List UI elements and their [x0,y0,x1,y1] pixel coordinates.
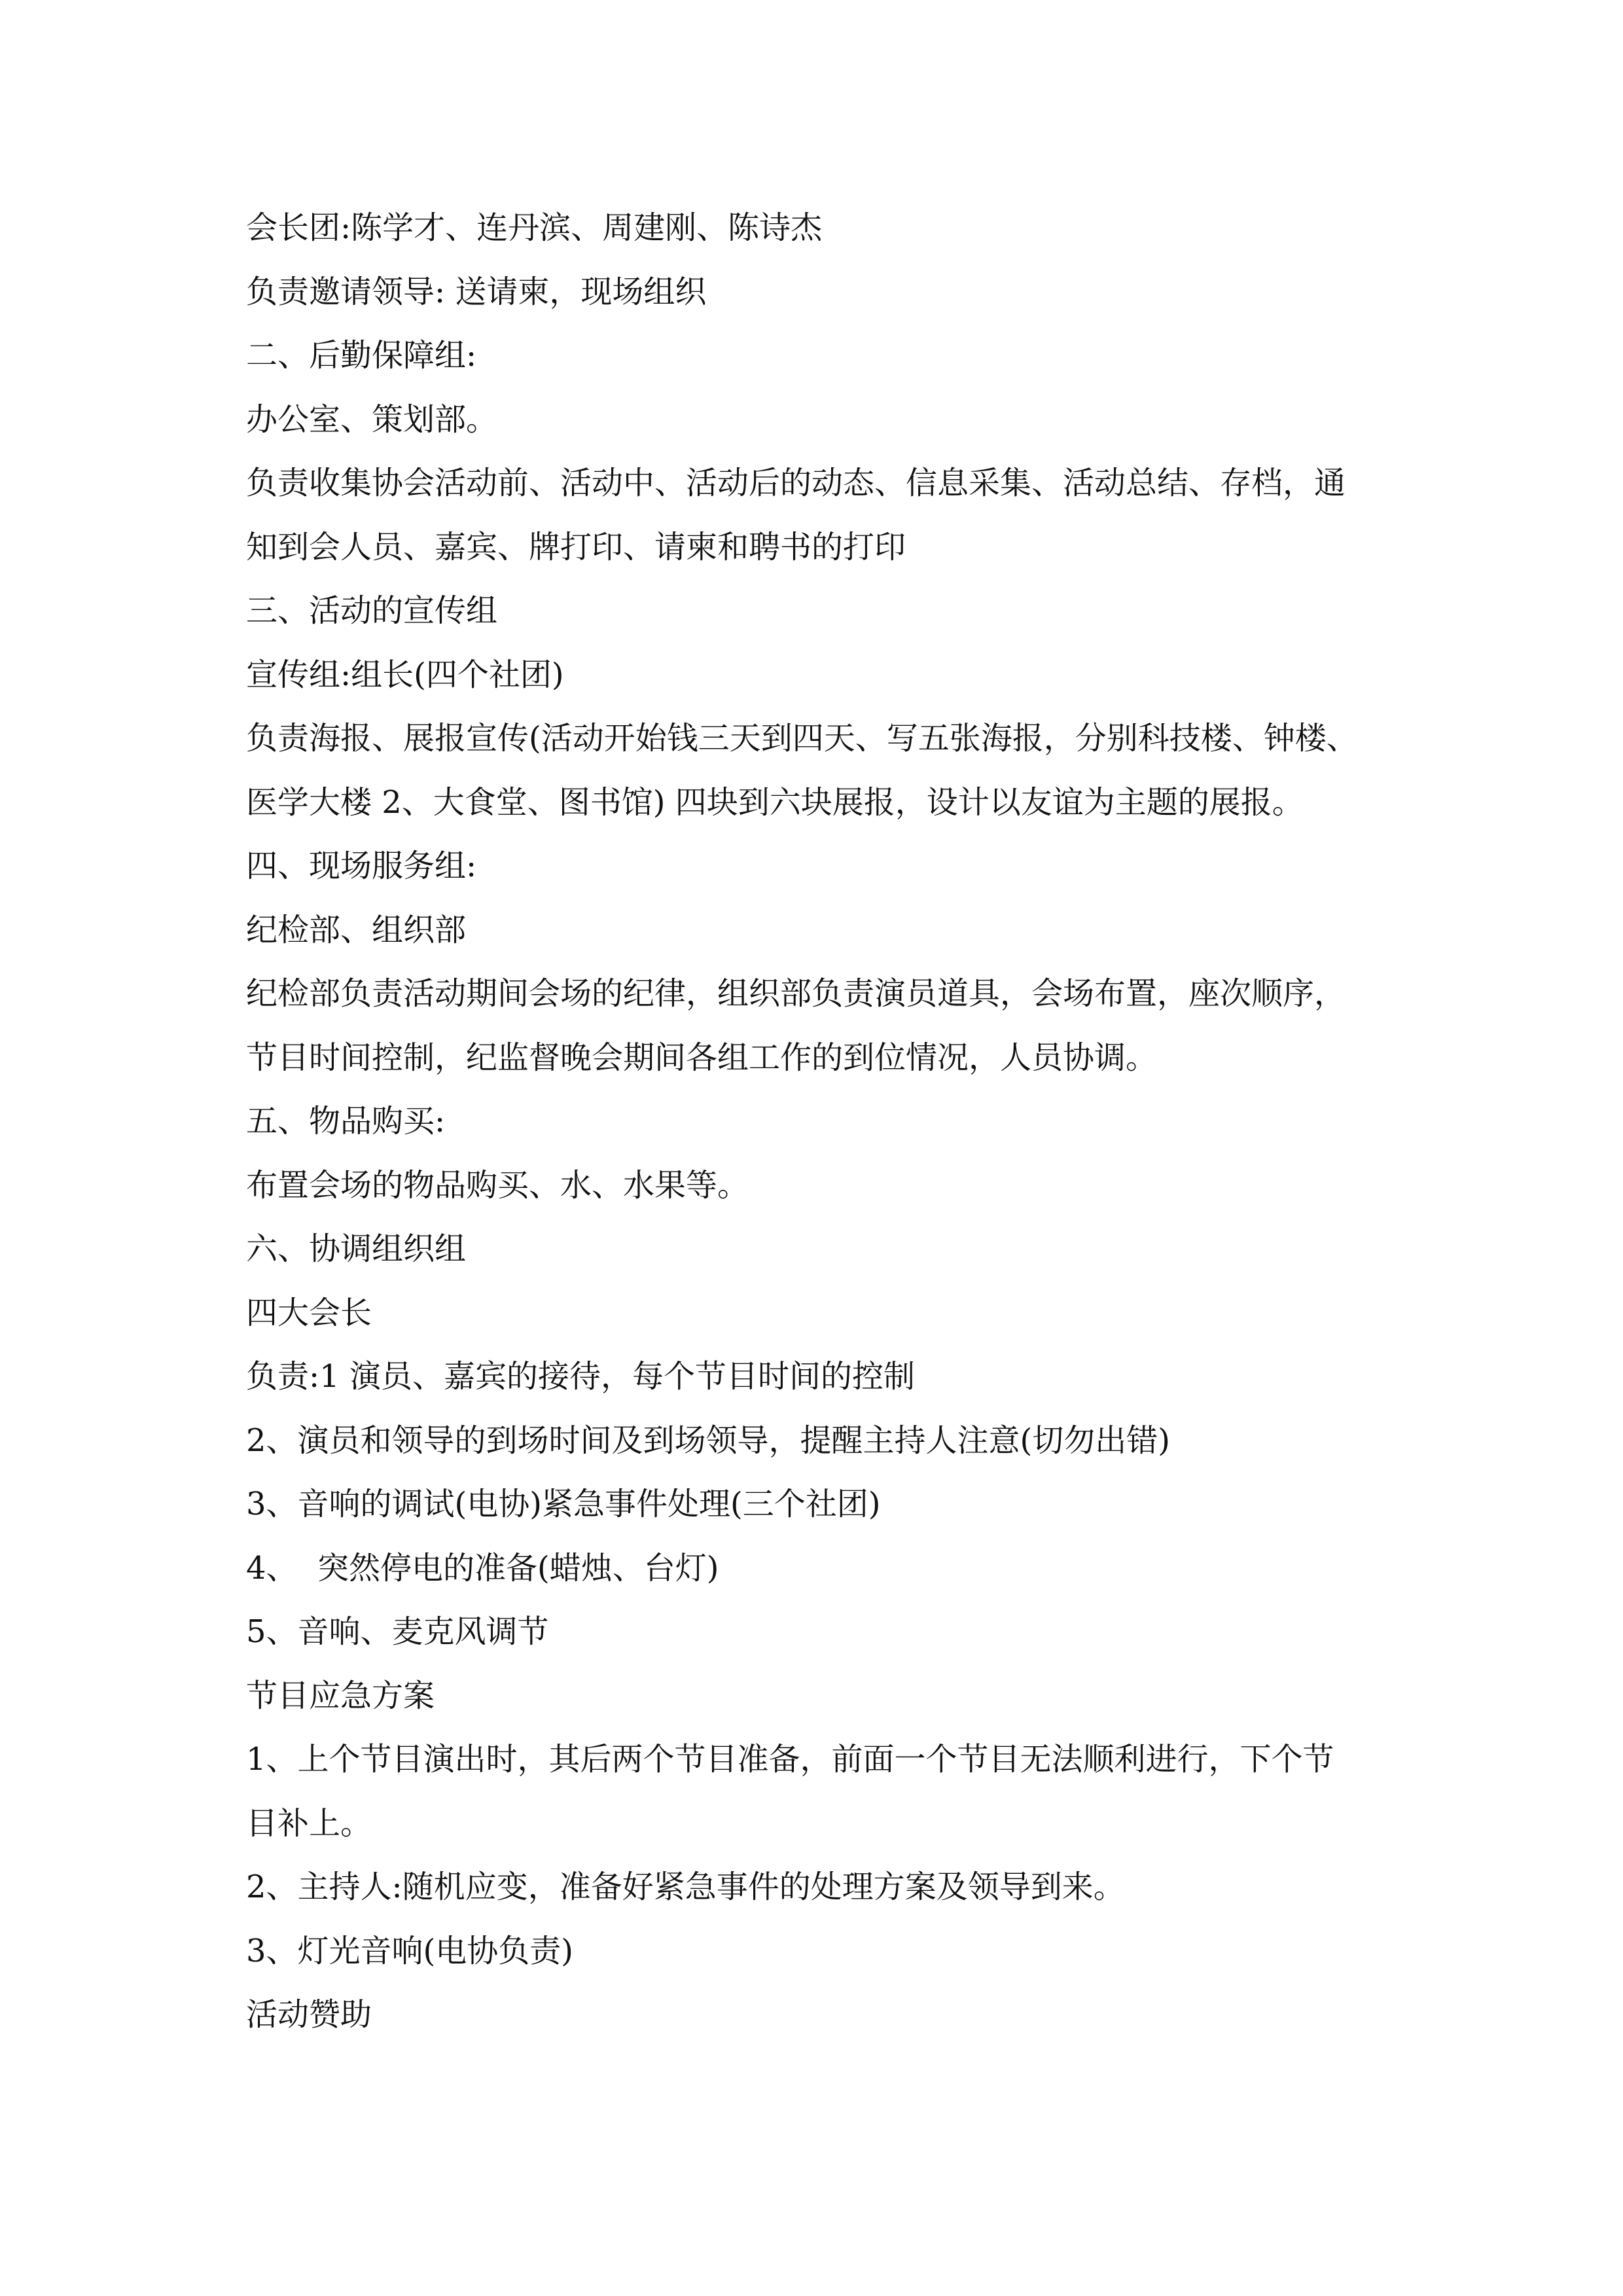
text-line: 纪检部、组织部 [246,911,467,948]
section-heading: 二、后勤保障组: [246,337,477,374]
list-item: 1、上个节目演出时，其后两个节目准备，前面一个节目无法顺利进行，下个节 [246,1741,1334,1778]
text-line: 医学大楼 2、大食堂、图书馆) 四块到六块展报，设计以友谊为主题的展报。 [246,783,1304,821]
text-line: 负责:1 演员、嘉宾的接待，每个节目时间的控制 [246,1358,915,1395]
list-item: 5、音响、麦克风调节 [246,1613,549,1650]
section-heading: 四、现场服务组: [246,848,477,884]
text-line: 负责海报、展报宣传(活动开始钱三天到四天、写五张海报，分别科技楼、钟楼、 [246,720,1358,757]
list-item: 2、演员和领导的到场时间及到场领导，提醒主持人注意(切勿出错) [246,1422,1170,1459]
text-line: 会长团:陈学才、连丹滨、周建刚、陈诗杰 [246,209,823,246]
list-item: 3、音响的调试(电协)紧急事件处理(三个社团) [246,1486,881,1522]
text-line: 布置会场的物品购买、水、水果等。 [246,1166,749,1204]
section-heading: 节目应急方案 [246,1677,435,1714]
list-item: 2、主持人:随机应变，准备好紧急事件的处理方案及领导到来。 [246,1869,1125,1905]
text-line: 节目时间控制，纪监督晚会期间各组工作的到位情况，人员协调。 [246,1039,1158,1076]
section-heading: 活动赞助 [246,1996,372,2033]
text-line: 办公室、策划部。 [246,401,498,438]
section-heading: 六、协调组织组 [246,1230,467,1267]
text-line: 宣传组:组长(四个社团) [246,656,564,693]
list-item: 4、 突然停电的准备(蜡烛、台灯) [246,1549,719,1587]
document-body [246,196,1398,2047]
text-line: 四大会长 [246,1294,372,1331]
text-line: 负责收集协会活动前、活动中、活动后的动态、信息采集、活动总结、存档，通 [246,465,1346,501]
text-line: 纪检部负责活动期间会场的纪律，组织部负责演员道具，会场布置，座次顺序， [246,975,1346,1012]
text-line: 知到会人员、嘉宾、牌打印、请柬和聘书的打印 [246,528,906,565]
section-heading: 三、活动的宣传组 [246,592,498,629]
text-line: 负责邀请领导: 送请柬，现场组织 [246,273,707,310]
text-line: 目补上。 [246,1804,372,1842]
list-item: 3、灯光音响(电协负责) [246,1932,573,1969]
section-heading: 五、物品购买: [246,1103,446,1139]
